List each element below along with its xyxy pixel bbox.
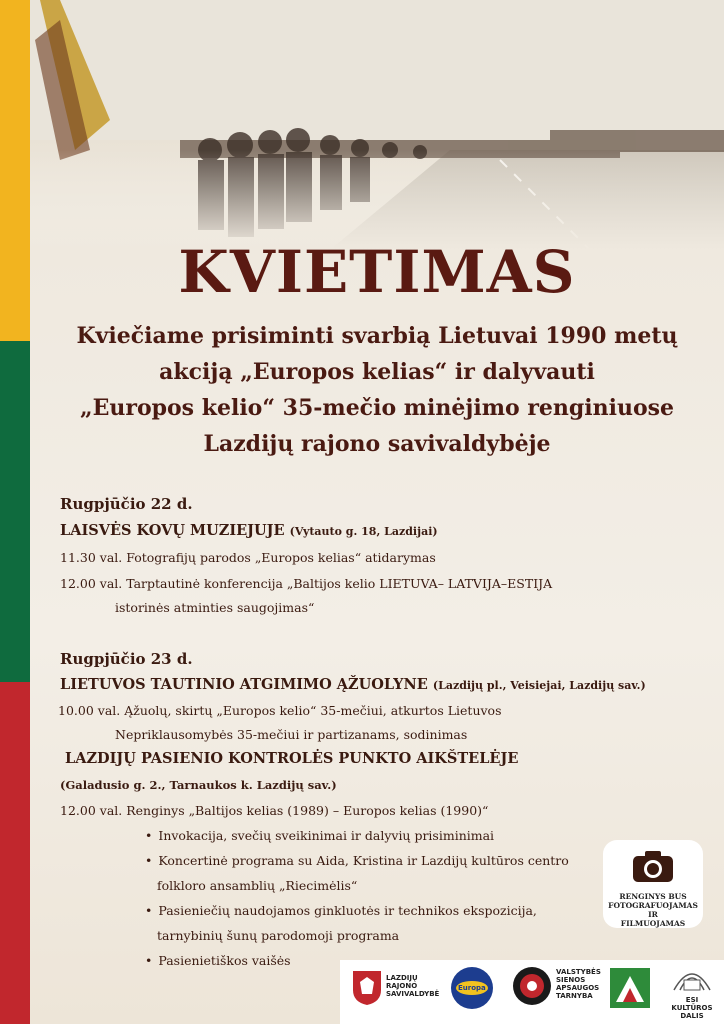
camera-notice xyxy=(603,840,703,928)
vsat-logo-line: SIENOS xyxy=(556,976,586,984)
day2-venue2-address: (Galadusio g. 2., Tarnaukos k. Lazdijų sav.) xyxy=(60,778,337,792)
camera-notice-line: FILMUOJAMAS xyxy=(620,919,686,928)
vsat-logo-line: APSAUGOS xyxy=(556,984,600,992)
camera-notice-line: FOTOGRAFUOJAMAS IR xyxy=(608,901,698,919)
europa-logo-label: Europa xyxy=(458,984,486,992)
lkc-logo-line: DALIS xyxy=(680,1012,704,1020)
bullet-item: folkloro ansamblių „Riecimėlis“ xyxy=(157,878,358,893)
bullet-item: • Invokacija, svečių sveikinimai ir dalyvių prisiminimai xyxy=(145,828,494,843)
day1-item: 11.30 val. Fotografijų parodos „Europos kelias“ atidarymas xyxy=(60,550,436,565)
intro-text xyxy=(30,318,724,462)
lazdijai-coat-of-arms-icon xyxy=(352,970,382,1006)
day2-venue-name: LIETUVOS TAUTINIO ATGIMIMO ĄŽUOLYNE xyxy=(60,676,428,693)
day2-venue2: LAZDIJŲ PASIENIO KONTROLĖS PUNKTO AIKŠTELĖJE xyxy=(65,750,519,767)
day1-date: Rugpjūčio 22 d. xyxy=(60,495,193,513)
bullet-item: • Pasienietiškos vaišės xyxy=(145,953,291,968)
day1-item: istorinės atminties saugojimas“ xyxy=(115,600,315,615)
lithuanian-flag-stripe xyxy=(0,0,30,1024)
day1-venue-name: LAISVĖS KOVŲ MUZIEJUJE xyxy=(60,522,285,539)
lazdijai-logo-line: SAVIVALDYBĖ xyxy=(386,990,440,998)
lkc-logo-icon xyxy=(670,964,714,994)
day2-item: Nepriklausomybės 35-mečiui ir partizanams, sodinimas xyxy=(115,727,468,742)
intro-line: Kviečiame prisiminti svarbią Lietuvai 1990 metų xyxy=(76,323,678,349)
bullet-item: • Koncertinė programa su Aida, Kristina ir Lazdijų kultūros centro xyxy=(145,853,569,868)
culture-center-logo-icon xyxy=(608,966,652,1010)
header-photo xyxy=(30,0,724,250)
intro-line: Lazdijų rajono savivaldybėje xyxy=(203,431,551,457)
day2-venue-address: (Lazdijų pl., Veisiejai, Lazdijų sav.) xyxy=(432,679,646,692)
day2-item: 10.00 val. Ąžuolų, skirtų „Europos kelio“ 35-mečiui, atkurtos Lietuvos xyxy=(58,703,502,718)
page-title: KVIETIMAS xyxy=(178,238,576,306)
partner-logos xyxy=(340,960,724,1024)
lazdijai-logo-line: LAZDIJŲ xyxy=(386,974,418,982)
lkc-logo-line: ESI KULTŪROS xyxy=(671,996,713,1012)
vsat-emblem-icon xyxy=(512,966,552,1006)
intro-line: „Europos kelio“ 35-mečio minėjimo renginiuose xyxy=(79,395,675,421)
day1-item: 12.00 val. Tarptautinė konferencija „Baltijos kelio LIETUVA– LATVIJA–ESTIJA xyxy=(60,576,553,591)
vsat-logo-line: TARNYBA xyxy=(556,992,593,1000)
day2-date: Rugpjūčio 23 d. xyxy=(60,650,193,668)
bullet-item: tarnybinių šunų parodomoji programa xyxy=(157,928,400,943)
lazdijai-logo-line: RAJONO xyxy=(386,982,418,990)
intro-line: akciją „Europos kelias“ ir dalyvauti xyxy=(159,359,595,385)
camera-icon xyxy=(631,848,675,884)
vsat-logo-line: VALSTYBĖS xyxy=(556,968,601,976)
day2-item: 12.00 val. Renginys „Baltijos kelias (1989) – Europos kelias (1990)“ xyxy=(60,803,489,818)
bullet-item: • Pasieniečių naudojamos ginkluotės ir technikos ekspozicija, xyxy=(145,903,537,918)
day1-venue-address: (Vytauto g. 18, Lazdijai) xyxy=(289,525,438,538)
day1-venue xyxy=(60,522,438,539)
camera-notice-line: RENGINYS BUS xyxy=(619,892,687,901)
day2-venue xyxy=(60,676,646,693)
